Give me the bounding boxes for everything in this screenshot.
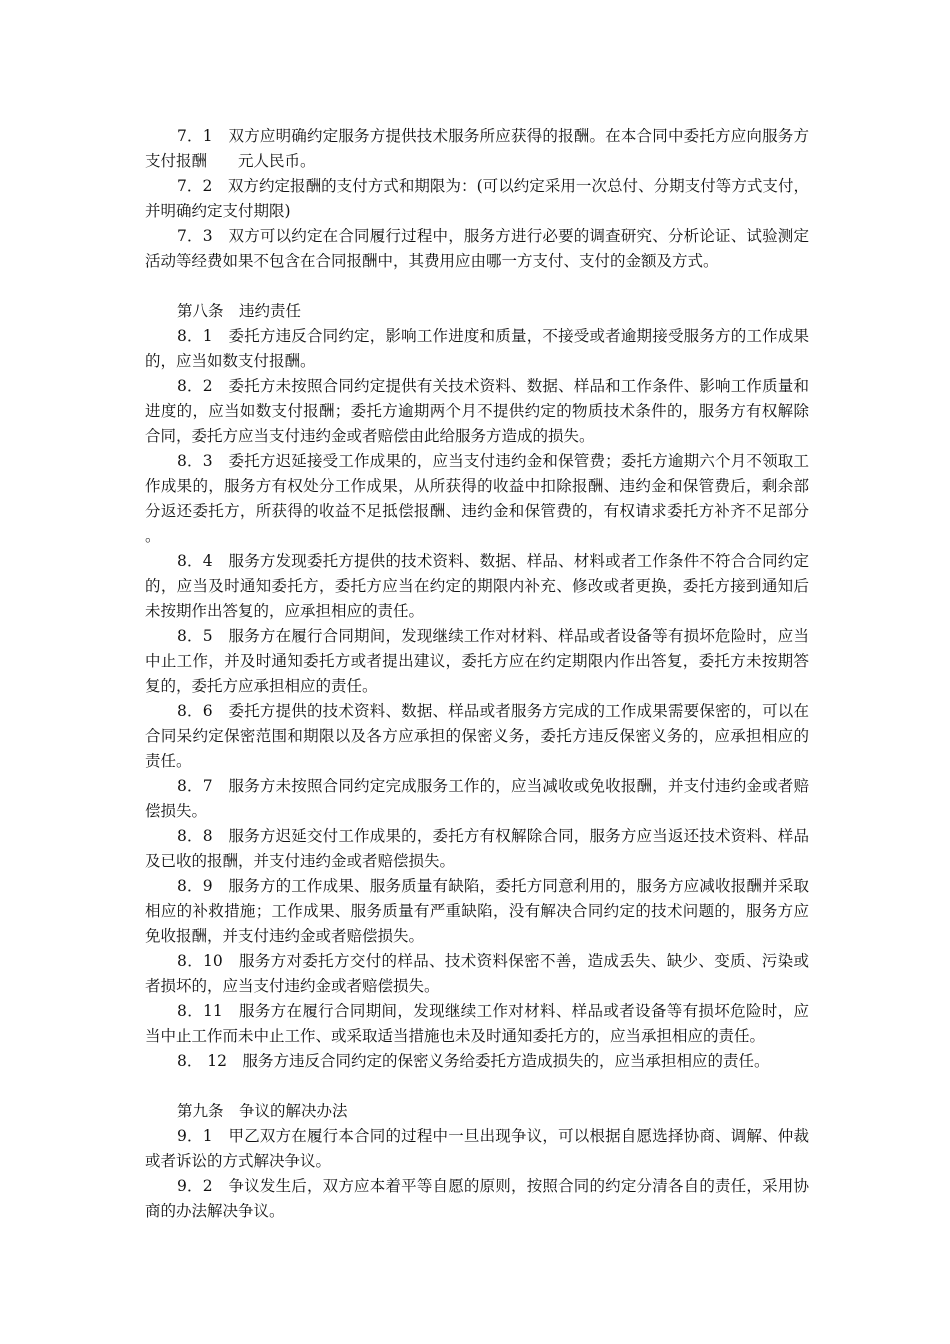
paragraph-8-7: 8．7 服务方未按照合同约定完成服务工作的，应当减收或免收报酬，并支付违约金或者赔偿损失。	[145, 777, 809, 820]
section-article-9	[145, 1099, 809, 1224]
document-body	[145, 124, 809, 1224]
paragraph-7-2: 7．2 双方约定报酬的支付方式和期限为：(可以约定采用一次总付、分期支付等方式支付，并明确约定支付期限)	[145, 177, 809, 220]
paragraph-8-11: 8．11 服务方在履行合同期间，发现继续工作对材料、样品或者设备等有损坏危险时，应当中止工作而未中止工作、或采取适当措施也未及时通知委托方的，应当承担相应的责任。	[145, 1002, 809, 1045]
section-article-8	[145, 299, 809, 1074]
paragraph-9-2: 9．2 争议发生后，双方应本着平等自愿的原则，按照合同的约定分清各自的责任，采用协商的办法解决争议。	[145, 1177, 809, 1220]
paragraph-7-3: 7．3 双方可以约定在合同履行过程中，服务方进行必要的调查研究、分析论证、试验测定活动等经费如果不包含在合同报酬中，其费用应由哪一方支付、支付的金额及方式。	[145, 227, 809, 270]
paragraph-8-5: 8．5 服务方在履行合同期间，发现继续工作对材料、样品或者设备等有损坏危险时，应当中止工作，并及时通知委托方或者提出建议，委托方应在约定期限内作出答复，委托方未按期答复的，委托方应承担相应的责任。	[145, 627, 809, 695]
paragraph-8-10: 8．10 服务方对委托方交付的样品、技术资料保密不善，造成丢失、缺少、变质、污染或者损坏的，应当支付违约金或者赔偿损失。	[145, 952, 809, 995]
paragraph-8-9: 8．9 服务方的工作成果、服务质量有缺陷，委托方同意利用的，服务方应减收报酬并采取相应的补救措施；工作成果、服务质量有严重缺陷，没有解决合同约定的技术问题的，服务方应免收报酬，并支付违约金或者赔偿损失。	[145, 877, 809, 945]
paragraph-7-1: 7．1 双方应明确约定服务方提供技术服务所应获得的报酬。在本合同中委托方应向服务方支付报酬 元人民币。	[145, 127, 809, 170]
paragraph-8-2: 8．2 委托方未按照合同约定提供有关技术资料、数据、样品和工作条件、影响工作质量和进度的，应当如数支付报酬；委托方逾期两个月不提供约定的物质技术条件的，服务方有权解除合同，委托方应当支付违约金或者赔偿由此给服务方造成的损失。	[145, 377, 809, 445]
paragraph-8-3: 8．3 委托方迟延接受工作成果的，应当支付违约金和保管费；委托方逾期六个月不领取工作成果的，服务方有权处分工作成果，从所获得的收益中扣除报酬、违约金和保管费后，剩余部分返还委托方，所获得的收益不足抵偿报酬、违约金和保管费的，有权请求委托方补齐不足部分。	[145, 452, 809, 545]
paragraph-9-1: 9．1 甲乙双方在履行本合同的过程中一旦出现争议，可以根据自愿选择协商、调解、仲裁或者诉讼的方式解决争议。	[145, 1127, 809, 1170]
section-article-7	[145, 124, 809, 274]
article-9-heading: 第九条 争议的解决办法	[177, 1102, 348, 1120]
paragraph-8-8: 8．8 服务方迟延交付工作成果的，委托方有权解除合同，服务方应当返还技术资料、样品及已收的报酬，并支付违约金或者赔偿损失。	[145, 827, 809, 870]
paragraph-8-12: 8． 12 服务方违反合同约定的保密义务给委托方造成损失的，应当承担相应的责任。	[177, 1052, 770, 1070]
article-8-heading: 第八条 违约责任	[177, 302, 302, 320]
paragraph-8-6: 8．6 委托方提供的技术资料、数据、样品或者服务方完成的工作成果需要保密的，可以在合同呆约定保密范围和期限以及各方应承担的保密义务，委托方违反保密义务的，应承担相应的责任。	[145, 702, 809, 770]
paragraph-8-1: 8．1 委托方违反合同约定，影响工作进度和质量，不接受或者逾期接受服务方的工作成果的，应当如数支付报酬。	[145, 327, 809, 370]
paragraph-8-4: 8．4 服务方发现委托方提供的技术资料、数据、样品、材料或者工作条件不符合合同约定的，应当及时通知委托方，委托方应当在约定的期限内补充、修改或者更换，委托方接到通知后未按期作出答复的，应承担相应的责任。	[145, 552, 809, 620]
